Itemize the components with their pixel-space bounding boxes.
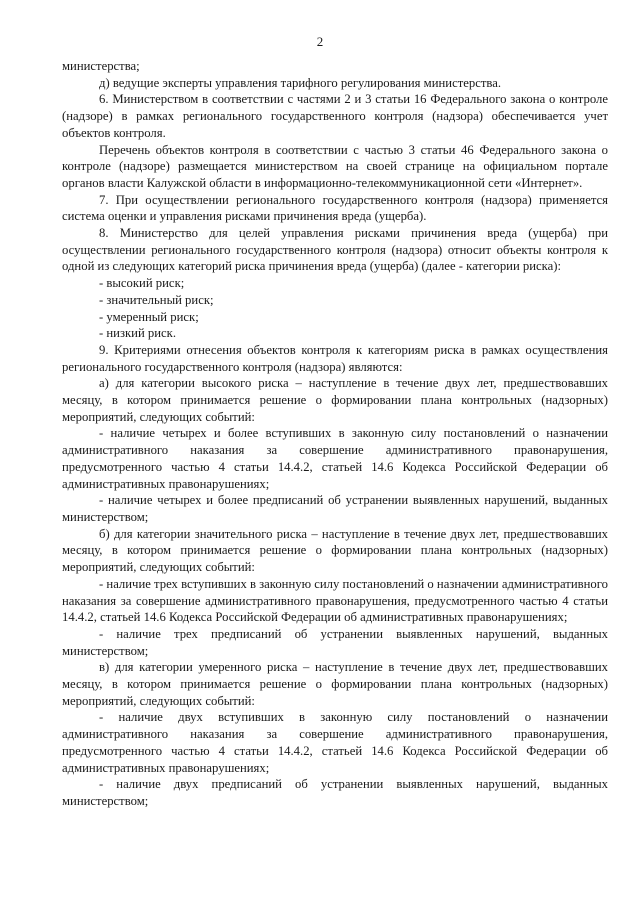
paragraph: 8. Министерство для целей управления рисками причинения вреда (ущерба) при осуществлении регионального государственного контроля (надзора) относит объекты контроля к одной из следующих категорий риска причинения вреда (ущерба) (далее - категории риска): — [62, 226, 608, 274]
paragraph: - наличие трех вступивших в законную силу постановлений о назначении административного наказания за совершение административного правонарушения, предусмотренного частью 4 статьи 14.4.2, статьей 14.6 Кодекса Российской Федерации об административных правонарушениях; — [62, 576, 608, 625]
paragraph: - высокий риск; — [99, 276, 185, 291]
paragraph: 9. Критериями отнесения объектов контроля к категориям риска в рамках осуществления регионального государственного контроля (надзора) являются: — [62, 342, 608, 374]
paragraph: - значительный риск; — [99, 292, 214, 307]
page-number: 2 — [316, 34, 324, 49]
paragraph: министерства; — [62, 59, 140, 73]
paragraph: 7. При осуществлении регионального государственного контроля (надзора) применяется система оценки и управления рисками причинения вреда (ущерба). — [62, 192, 608, 224]
paragraph: - умеренный риск; — [99, 309, 199, 324]
paragraph: д) ведущие эксперты управления тарифного регулирования министерства. — [99, 75, 502, 90]
paragraph: - наличие двух предписаний об устранении выявленных нарушений, выданных министерством; — [62, 777, 608, 808]
paragraph: - наличие четырех и более вступивших в законную силу постановлений о назначении административного наказания за совершение административного правонарушения, предусмотренного частью 4 статьи 14.4.2, статьей 14.6 Кодекса Российской Федерации об административных правонарушениях; — [62, 426, 608, 491]
paragraph: - наличие четырех и более предписаний об устранении выявленных нарушений, выданных министерством; — [62, 493, 608, 524]
paragraph: - низкий риск. — [99, 326, 177, 341]
paragraph: - наличие трех предписаний об устранении выявленных нарушений, выданных министерством; — [62, 626, 608, 658]
paragraph: 6. Министерством в соответствии с частями 2 и 3 статьи 16 Федерального закона о контроле (надзоре) в рамках регионального государственного контроля (надзора) обеспечивается учет объектов контроля. — [62, 92, 608, 140]
paragraph: - наличие двух вступивших в законную силу постановлений о назначении административного наказания за совершение административного правонарушения, предусмотренного частью 4 статьи 14.4.2, статьей 14.6 Кодекса Российской Федерации об административных правонарушениях; — [62, 710, 608, 775]
paragraph: Перечень объектов контроля в соответствии с частью 3 статьи 46 Федерального закона о контроле (надзоре) размещается министерством на своей странице на официальном портале органов власти Калужской области в информационно-телекоммуникационной сети «Интернет». — [62, 142, 608, 190]
paragraph: б) для категории значительного риска – наступление в течение двух лет, предшествовавших месяцу, в котором принимается решение о формировании плана контрольных (надзорных) мероприятий, следующих событий: — [62, 526, 608, 575]
paragraph: а) для категории высокого риска – наступление в течение двух лет, предшествовавших месяцу, в котором принимается решение о формировании плана контрольных (надзорных) мероприятий, следующих событий: — [62, 376, 608, 424]
paragraph: в) для категории умеренного риска – наступление в течение двух лет, предшествовавших месяцу, в котором принимается решение о формировании плана контрольных (надзорных) мероприятий, следующих событий: — [62, 660, 608, 708]
document-body — [62, 58, 608, 810]
